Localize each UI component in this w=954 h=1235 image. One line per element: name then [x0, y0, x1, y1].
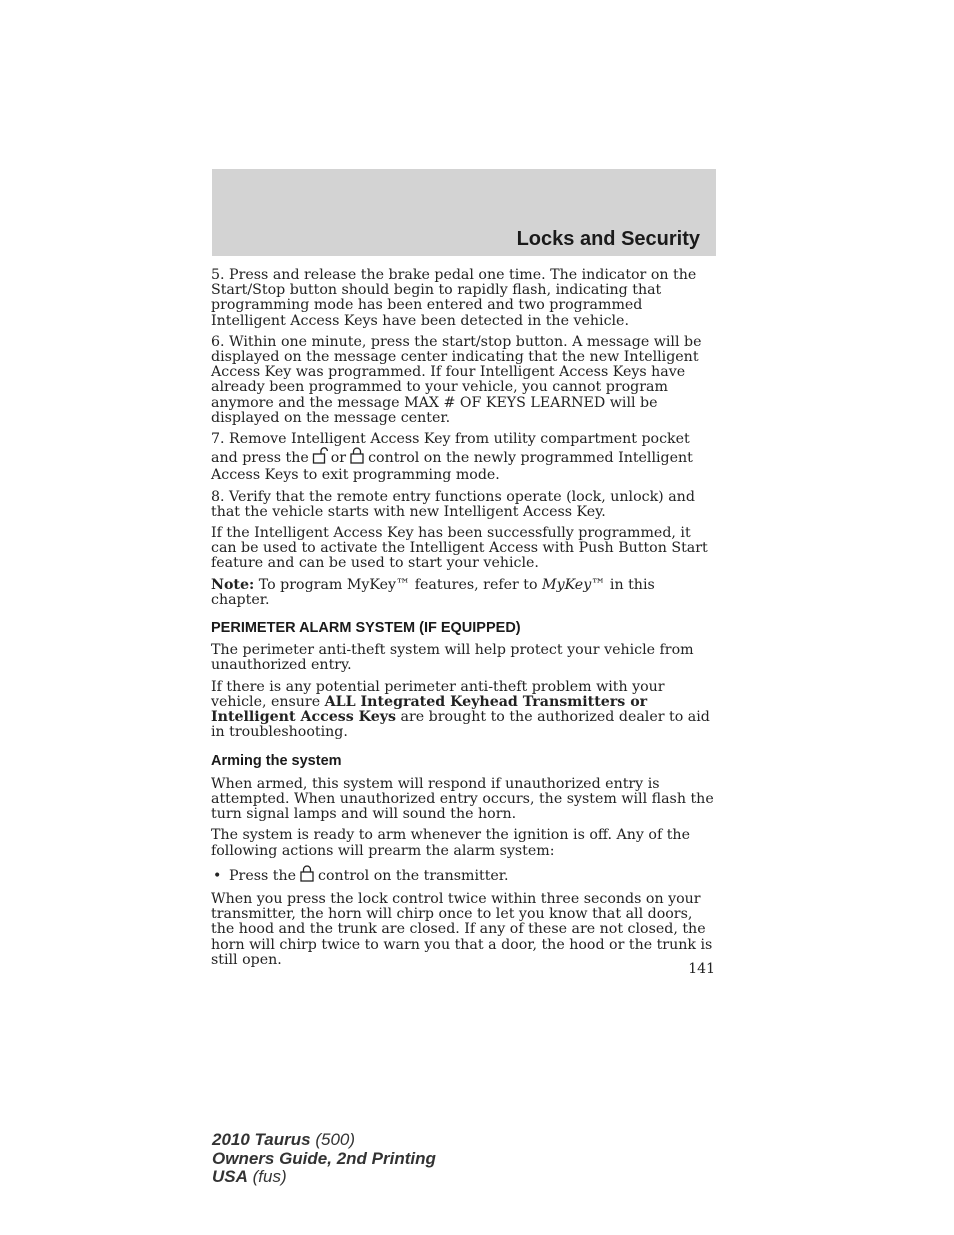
- step-7-text-2: control on the newly programmed Intelligent Access Keys to exit programming mode.: [211, 450, 693, 484]
- perimeter-para-2-after: are brought to the authorized dealer to aid in troubleshooting.: [211, 709, 710, 741]
- perimeter-heading: PERIMETER ALARM SYSTEM (IF EQUIPPED): [211, 620, 521, 637]
- note-paragraph: [211, 578, 717, 608]
- footer-model-code: (500): [315, 1130, 356, 1149]
- note-label: Note:: [211, 576, 255, 593]
- perimeter-para-2: [211, 680, 717, 741]
- step-8: 8. Verify that the remote entry functions operate (lock, unlock) and that the vehicle starts with new Intelligent Access Key.: [211, 488, 695, 520]
- section-title: Locks and Security: [516, 228, 700, 250]
- arming-para-2: The system is ready to arm whenever the ignition is off. Any of the following actions will prearm the alarm system:: [211, 827, 690, 859]
- footer-line-3: [212, 1168, 436, 1187]
- bullet-dot: •: [213, 867, 222, 884]
- arming-heading: Arming the system: [211, 753, 342, 770]
- note-text-before: To program MyKey™ features, refer to: [258, 576, 538, 593]
- arming-bullet-after: control on the transmitter.: [318, 867, 509, 884]
- lock-icon: [299, 865, 315, 886]
- arming-bullet-before: Press the: [229, 867, 297, 884]
- step-5: 5. Press and release the brake pedal one time. The indicator on the Start/Stop button should begin to rapidly flash, indicating that programming mode has been entered and two programmed Intelligent Access Keys have been detected in the vehicle.: [211, 267, 697, 329]
- footer-line-1: [212, 1131, 436, 1150]
- step-7-or: or: [330, 450, 347, 467]
- arming-para-3: When you press the lock control twice within three seconds on your transmitter, the horn will chirp once to let you know that all doors, the hood and the trunk are closed. If any of these are not closed, the horn will chirp twice to warn you that a door, the hood or the trunk is still open.: [211, 890, 713, 968]
- note-reference: MyKey™: [542, 576, 606, 593]
- page-number: 141: [688, 961, 715, 977]
- footer-model: 2010 Taurus: [212, 1130, 311, 1149]
- section-header-band: [212, 169, 716, 256]
- unlock-icon: [312, 447, 328, 468]
- footer-market: USA: [212, 1167, 248, 1186]
- perimeter-para-1: The perimeter anti-theft system will help protect your vehicle from unauthorized entry.: [211, 642, 694, 674]
- document-footer: [212, 1131, 436, 1187]
- lock-icon: [349, 447, 365, 468]
- step-7: [211, 432, 717, 484]
- programmed-paragraph: If the Intelligent Access Key has been successfully programmed, it can be used to activate the Intelligent Access with Push Button Start feature and can be used to start your vehicle.: [211, 525, 708, 572]
- arming-bullet: [211, 865, 717, 886]
- perimeter-para-2-before: If there is any potential perimeter anti-theft problem with your vehicle, ensure: [211, 678, 665, 710]
- note-text-after: in this chapter.: [211, 576, 655, 608]
- footer-market-code: (fus): [252, 1167, 287, 1186]
- footer-line-2: Owners Guide, 2nd Printing: [212, 1148, 436, 1168]
- page-content: [211, 268, 717, 974]
- arming-para-1: When armed, this system will respond if unauthorized entry is attempted. When unauthorized entry occurs, the system will flash the turn signal lamps and will sound the horn.: [211, 775, 714, 823]
- step-7-text-1: 7. Remove Intelligent Access Key from utility compartment pocket and press the: [211, 431, 690, 467]
- step-6: 6. Within one minute, press the start/stop button. A message will be displayed on the message center indicating that the new Intelligent Access Key was programmed. If four Intelligent Access Keys have already been programmed to your vehicle, you cannot program anymore and the message MAX # OF KEYS LEARNED will be displayed on the message center.: [211, 333, 702, 426]
- perimeter-para-2-bold: ALL Integrated Keyhead Transmitters or Intelligent Access Keys: [211, 693, 648, 726]
